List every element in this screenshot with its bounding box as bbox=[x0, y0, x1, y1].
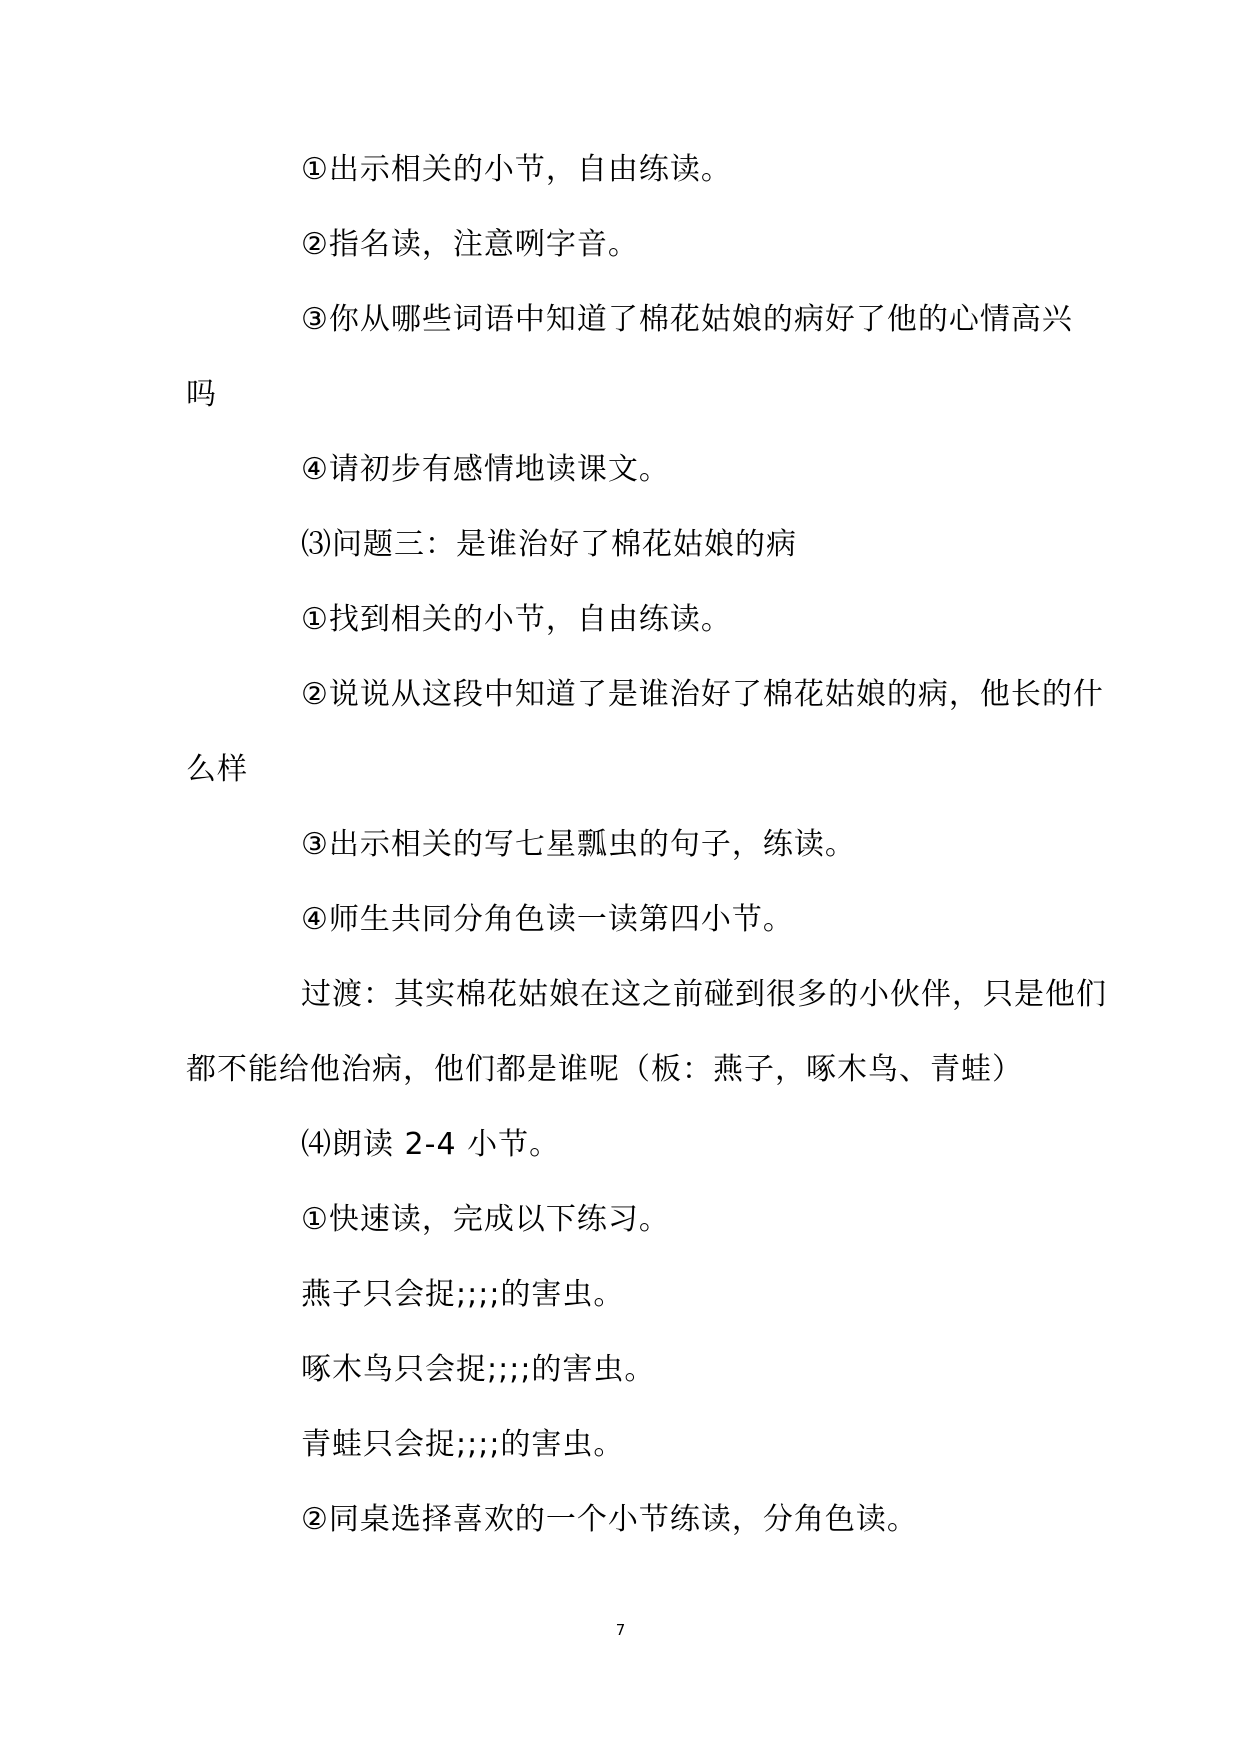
page-number: 7 bbox=[615, 1621, 626, 1639]
paragraph-line: 吗 bbox=[186, 377, 217, 412]
paragraph-line: 过渡：其实棉花姑娘在这之前碰到很多的小伙伴，只是他们 bbox=[301, 977, 1107, 1012]
paragraph-line: ②指名读，注意咧字音。 bbox=[301, 227, 639, 262]
paragraph-line: 燕子只会捉;;;;的害虫。 bbox=[301, 1277, 625, 1312]
paragraph-line: ①出示相关的小节，自由练读。 bbox=[301, 152, 732, 187]
paragraph-line: 都不能给他治病，他们都是谁呢（板：燕子，啄木鸟、青蛙） bbox=[186, 1052, 1023, 1087]
paragraph-line: ①找到相关的小节，自由练读。 bbox=[301, 602, 732, 637]
paragraph-line: 啄木鸟只会捉;;;;的害虫。 bbox=[301, 1352, 656, 1387]
paragraph-line: 么样 bbox=[186, 752, 248, 787]
paragraph-line: 青蛙只会捉;;;;的害虫。 bbox=[301, 1427, 625, 1462]
paragraph-line: ②说说从这段中知道了是谁治好了棉花姑娘的病，他长的什 bbox=[301, 677, 1104, 712]
paragraph-line: ③出示相关的写七星瓢虫的句子，练读。 bbox=[301, 827, 856, 862]
section-heading: ⑶问题三：是谁治好了棉花姑娘的病 bbox=[301, 527, 797, 562]
paragraph-line: ④师生共同分角色读一读第四小节。 bbox=[301, 902, 794, 937]
paragraph-line: ④请初步有感情地读课文。 bbox=[301, 452, 670, 487]
paragraph-line: ③你从哪些词语中知道了棉花姑娘的病好了他的心情高兴 bbox=[301, 302, 1073, 337]
paragraph-line: ②同桌选择喜欢的一个小节练读，分角色读。 bbox=[301, 1502, 918, 1537]
paragraph-line: ①快速读，完成以下练习。 bbox=[301, 1202, 670, 1237]
section-heading: ⑷朗读 2-4 小节。 bbox=[301, 1127, 561, 1162]
